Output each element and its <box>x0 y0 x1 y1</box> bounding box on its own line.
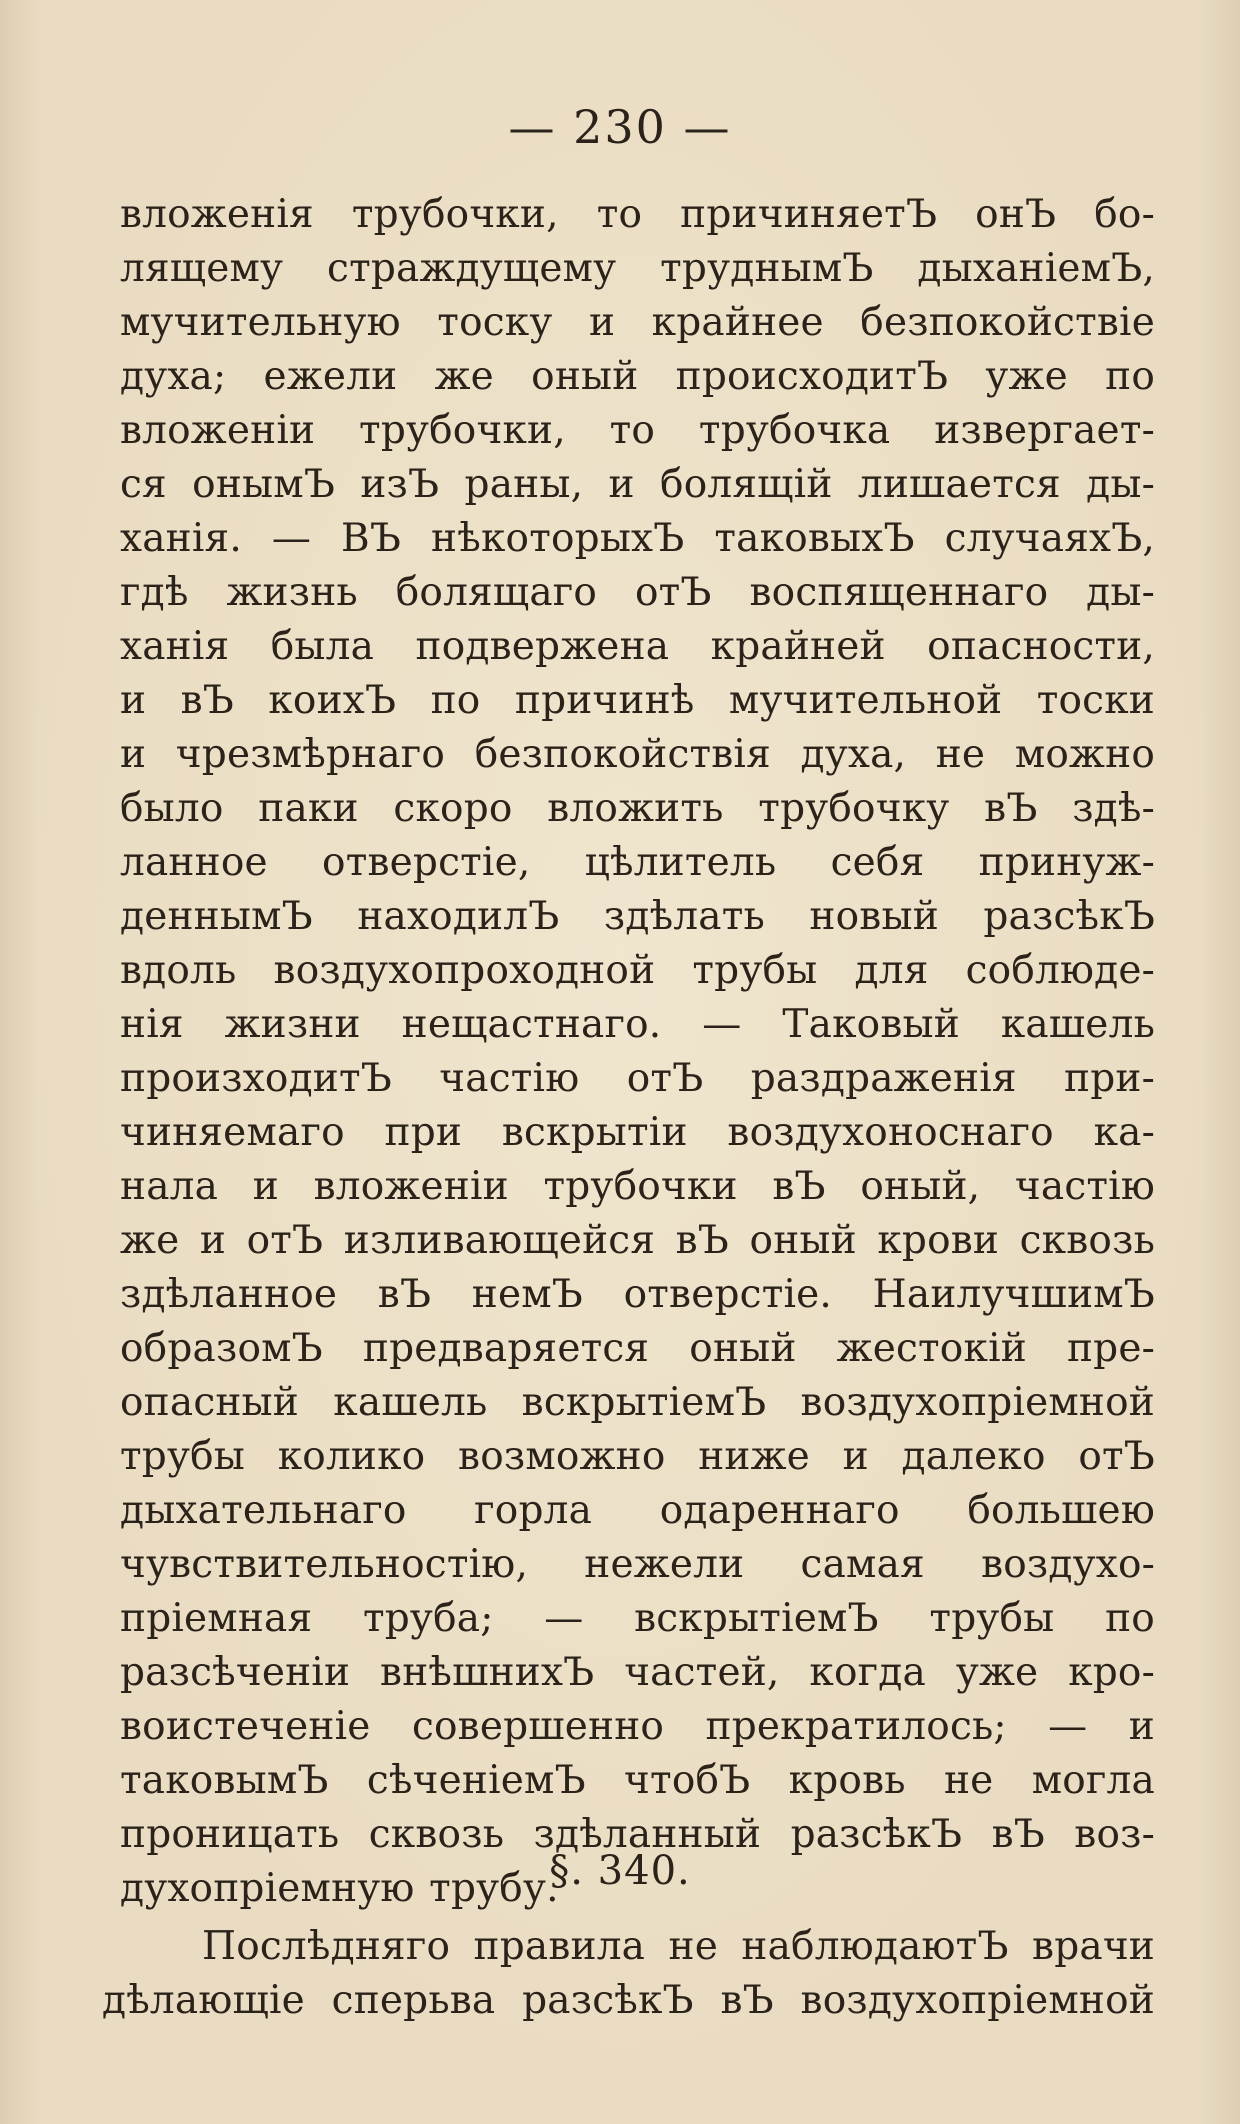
text-line: опасный кашель вскрытіемЪ воздухопріемной <box>120 1380 1155 1425</box>
text-line: было паки скоро вложить трубочку вЪ здѣ- <box>120 786 1155 831</box>
text-line: проницать сквозь здѣланный разсѣкЪ вЪ воз- <box>120 1812 1155 1857</box>
text-line: вдоль воздухопроходной трубы для соблюде- <box>120 948 1155 993</box>
text-line: вложенія трубочки, то причиняетЪ онЪ бо- <box>120 192 1155 237</box>
section-heading: §. 340. <box>549 1848 691 1894</box>
text-line: нала и вложеніи трубочки вЪ оный, частію <box>120 1164 1155 1209</box>
text-line: разсѣченіи внѣшнихЪ частей, когда уже кро- <box>120 1650 1155 1695</box>
text-line: и чрезмѣрнаго безпокойствія духа, не можно <box>120 732 1155 777</box>
text-line: ханія. — ВЪ нѣкоторыхЪ таковыхЪ случаяхЪ, <box>120 516 1155 561</box>
text-line: вложеніи трубочки, то трубочка извергает- <box>120 408 1155 453</box>
text-line: ланное отверстіе, цѣлитель себя принуж- <box>120 840 1155 885</box>
text-line: воистеченіе совершенно прекратилось; — и <box>120 1704 1155 1749</box>
text-line: трубы колико возможно ниже и далеко отЪ <box>120 1434 1155 1479</box>
text-line: Послѣдняго правила не наблюдаютЪ врачи <box>202 1924 1155 1969</box>
text-line: духа; ежели же оный происходитЪ уже по <box>120 354 1155 399</box>
text-line: мучительную тоску и крайнее безпокойствіе <box>120 300 1155 345</box>
text-line: здѣланное вЪ немЪ отверстіе. НаилучшимЪ <box>120 1272 1155 1317</box>
text-line: нія жизни нещастнаго. — Таковый кашель <box>120 1002 1155 1047</box>
text-line: же и отЪ изливающейся вЪ оный крови сквозь <box>120 1218 1155 1263</box>
text-line: гдѣ жизнь болящаго отЪ воспященнаго ды- <box>120 570 1155 615</box>
text-line: лящему страждущему труднымЪ дыханіемЪ, <box>120 246 1155 291</box>
text-line: образомЪ предваряется оный жестокій пре- <box>120 1326 1155 1371</box>
body-text <box>120 188 1155 1916</box>
text-line: духопріемную трубу. <box>120 1866 559 1911</box>
text-line: ся онымЪ изЪ раны, и болящій лишается ды- <box>120 462 1155 507</box>
text-line: дыхательнаго горла одареннаго большею <box>120 1488 1155 1533</box>
text-line: таковымЪ сѣченіемЪ чтобЪ кровь не могла <box>120 1758 1155 1803</box>
text-line: и вЪ коихЪ по причинѣ мучительной тоски <box>120 678 1155 723</box>
page-number: — 230 — <box>508 100 732 154</box>
text-line: чиняемаго при вскрытіи воздухоноснаго ка- <box>120 1110 1155 1155</box>
text-line: чувствительностію, нежели самая воздухо- <box>120 1542 1155 1587</box>
text-line: пріемная труба; — вскрытіемЪ трубы по <box>120 1596 1155 1641</box>
text-line: произходитЪ частію отЪ раздраженія при- <box>120 1056 1155 1101</box>
next-paragraph <box>102 1920 1155 2028</box>
text-line: дѣлающіе сперьва разсѣкЪ вЪ воздухопріемной <box>102 1978 1155 2023</box>
text-line: ханія была подвержена крайней опасности, <box>120 624 1155 669</box>
text-line: деннымЪ находилЪ здѣлать новый разсѣкЪ <box>120 894 1155 939</box>
